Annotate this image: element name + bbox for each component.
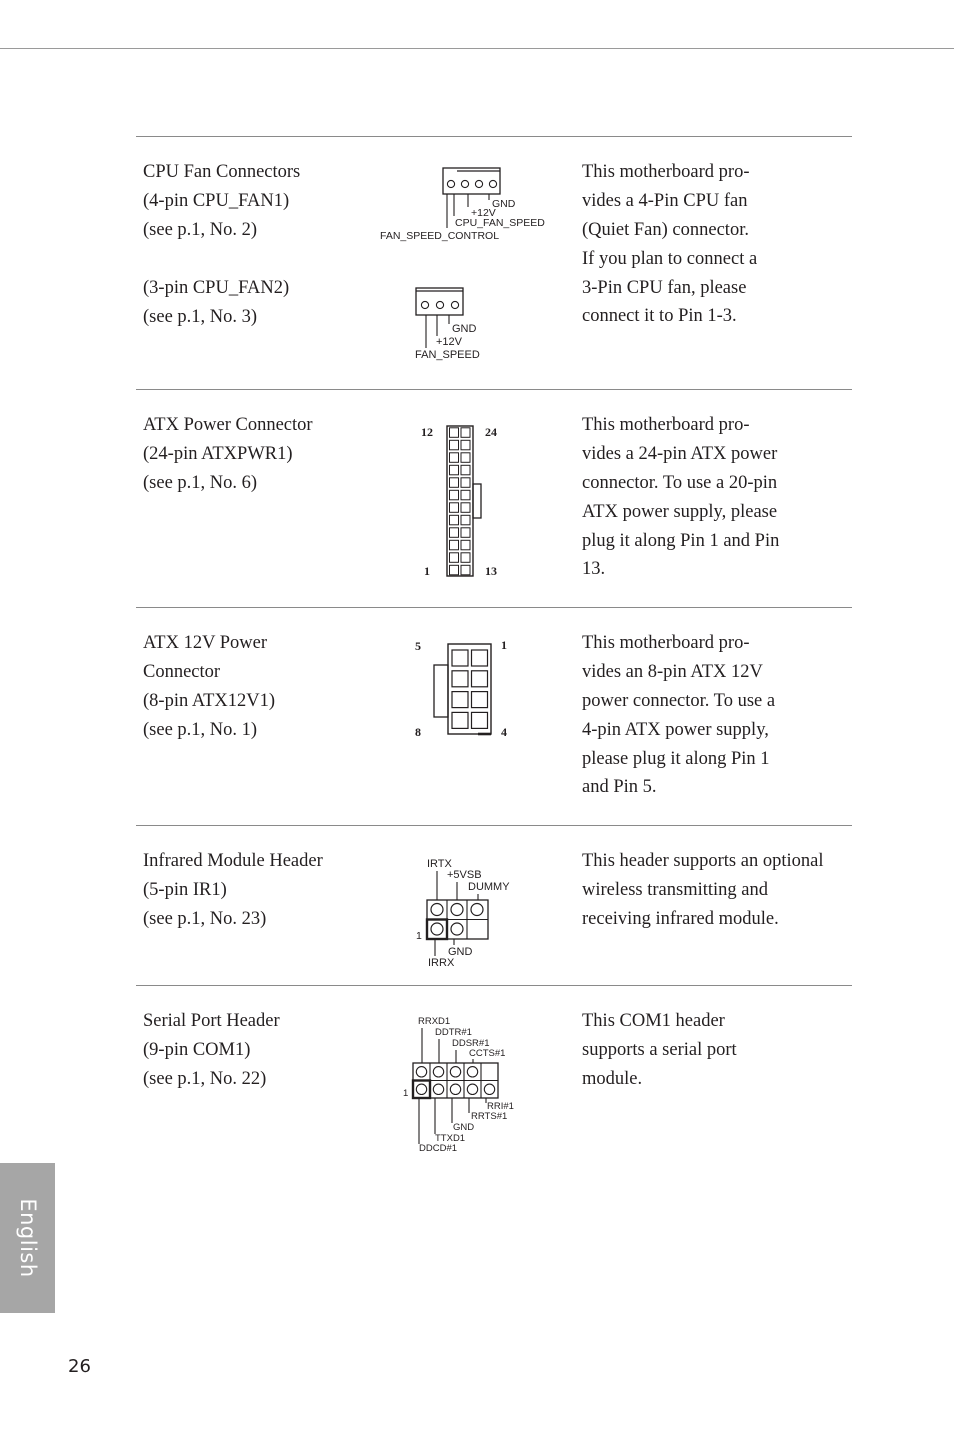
atx12v-title (143, 629, 275, 745)
atx12v-latch (434, 665, 448, 717)
desc-line: power connector. To use a (582, 690, 776, 711)
com-pin (450, 1067, 460, 1077)
ir-pin (431, 923, 443, 935)
atx12v-pin (472, 712, 488, 728)
fan3-label-12v: +12V (436, 336, 462, 348)
desc-line: This motherboard pro- (582, 162, 750, 182)
atx24-pin (461, 503, 470, 513)
fan4-pin (447, 180, 454, 187)
atx12v-pins: (8-pin ATX12V1) (143, 690, 276, 711)
atx24-pin (450, 503, 459, 513)
page-number: 26 (68, 1356, 91, 1377)
atx24-pin (450, 440, 459, 450)
atx12v-body (448, 644, 491, 734)
atx24-pin (450, 428, 459, 438)
atx24-pin (461, 428, 470, 438)
com-pin (467, 1084, 477, 1094)
atx12v-pin (452, 712, 468, 728)
ir-pin (451, 923, 463, 935)
atx24-diagram (410, 418, 510, 583)
cpu-fan2-title (143, 274, 289, 332)
cpu-fan1-pins: (4-pin CPU_FAN1) (143, 190, 290, 211)
atx-power-description (582, 411, 779, 584)
cpu-fan-title (143, 158, 300, 245)
fan4-label-speed: CPU_FAN_SPEED (455, 217, 545, 229)
fan4-pin (461, 180, 468, 187)
desc-line: (Quiet Fan) connector. (582, 219, 749, 240)
atx12v-ref: (see p.1, No. 1) (143, 719, 258, 740)
atx24-pin (461, 453, 470, 463)
atx24-pin (461, 565, 470, 575)
atx24-pin (461, 515, 470, 525)
atx-power-name: ATX Power Connector (143, 415, 313, 435)
pin-label-4: 4 (501, 725, 507, 739)
atx24-pin (461, 553, 470, 563)
atx12v-pin (452, 692, 468, 708)
com-label-ttxd1: TTXD1 (435, 1133, 466, 1144)
atx12v-name-cont: Connector (143, 661, 221, 682)
atx24-pin (450, 490, 459, 500)
atx24-body (447, 426, 473, 576)
com-ref: (see p.1, No. 22) (143, 1068, 267, 1089)
ir-description (582, 847, 823, 934)
desc-line: connector. To use a 20-pin (582, 472, 778, 493)
section-divider (136, 985, 852, 986)
language-tab (0, 1163, 55, 1313)
com-diagram (395, 1010, 535, 1160)
atx12v-description (582, 629, 775, 802)
desc-line: and Pin 5. (582, 777, 657, 798)
pin-label-1: 1 (424, 564, 430, 578)
atx24-pin (450, 465, 459, 475)
desc-line: please plug it along Pin 1 (582, 748, 770, 769)
ir-label-5vsb: +5VSB (447, 869, 482, 881)
com-pins: (9-pin COM1) (143, 1039, 251, 1060)
fan4-label-control: FAN_SPEED_CONTROL (380, 230, 500, 242)
ir-label-irtx: IRTX (427, 858, 452, 870)
desc-line: 3-Pin CPU fan, please (582, 277, 747, 298)
com-pin (484, 1084, 494, 1094)
com-description (582, 1007, 737, 1094)
section-divider (136, 136, 852, 137)
ir-pins: (5-pin IR1) (143, 879, 227, 900)
atx-power-pins: (24-pin ATXPWR1) (143, 443, 293, 464)
desc-line: ATX power supply, please (582, 501, 778, 522)
atx24-pin (461, 465, 470, 475)
com-title (143, 1007, 280, 1094)
fan4-pin (475, 180, 482, 187)
pin-label-1: 1 (501, 638, 507, 652)
fan3-pin (451, 301, 458, 308)
ir-label-irrx: IRRX (428, 957, 455, 969)
com-pin (433, 1067, 443, 1077)
atx12v-pin (472, 650, 488, 666)
desc-line: vides an 8-pin ATX 12V (582, 661, 763, 682)
desc-line: vides a 4-Pin CPU fan (582, 190, 748, 211)
cpu-fan-description (582, 158, 757, 331)
atx24-pin (461, 540, 470, 550)
com-pin (416, 1084, 426, 1094)
desc-line: supports a serial port (582, 1039, 737, 1060)
ir-pin (431, 904, 443, 916)
desc-line: If you plan to connect a (582, 248, 758, 269)
cpu-fan2-ref: (see p.1, No. 3) (143, 306, 258, 327)
fan4-pin (489, 180, 496, 187)
ir-pin (471, 904, 483, 916)
desc-line: vides a 24-pin ATX power (582, 443, 778, 464)
atx24-pin (450, 528, 459, 538)
atx24-pin (450, 553, 459, 563)
fan4-label-gnd: GND (492, 198, 516, 210)
com-label-rrxd1: RRXD1 (418, 1016, 451, 1027)
com-label-rri1: RRI#1 (487, 1101, 514, 1112)
ir-name: Infrared Module Header (143, 851, 323, 871)
ir-ref: (see p.1, No. 23) (143, 908, 267, 929)
desc-line: This header supports an optional (582, 851, 824, 871)
com-label-ccts1: CCTS#1 (469, 1048, 506, 1059)
language-tab-label: English (15, 1198, 40, 1278)
pin-label-1: 1 (416, 930, 422, 942)
fan3-pin (436, 301, 443, 308)
atx12v-diagram (405, 632, 525, 747)
com-label-gnd: GND (453, 1122, 475, 1133)
pin-label-5: 5 (415, 639, 421, 653)
section-divider (136, 825, 852, 826)
atx12v-pin (452, 671, 468, 687)
pin-label-13: 13 (485, 564, 497, 578)
atx24-latch (473, 484, 481, 518)
desc-line: This motherboard pro- (582, 415, 750, 435)
desc-line: 4-pin ATX power supply, (582, 719, 769, 740)
com-label-rrts1: RRTS#1 (471, 1111, 508, 1122)
com-pin (416, 1067, 426, 1077)
fan3-pin (421, 301, 428, 308)
atx12v-pin (472, 671, 488, 687)
desc-line: 13. (582, 559, 606, 580)
ir-pin (451, 904, 463, 916)
fan3-label-speed: FAN_SPEED (415, 349, 480, 361)
com-label-ddtr1: DDTR#1 (435, 1027, 472, 1038)
atx24-pin (450, 565, 459, 575)
cpu-fan-name: CPU Fan Connectors (143, 162, 301, 182)
desc-line: module. (582, 1068, 643, 1089)
cpu-fan-diagram (370, 160, 560, 370)
desc-line: This COM1 header (582, 1011, 725, 1031)
com-label-ddsr1: DDSR#1 (452, 1038, 490, 1049)
section-divider (136, 607, 852, 608)
ir-title (143, 847, 323, 934)
fan4-label-12v: +12V (471, 207, 496, 219)
atx-power-ref: (see p.1, No. 6) (143, 472, 258, 493)
atx12v-pin (452, 650, 468, 666)
atx24-pin (461, 528, 470, 538)
com-pin (433, 1084, 443, 1094)
ir-label-gnd: GND (448, 946, 473, 958)
atx24-pin (450, 478, 459, 488)
com-pin (467, 1067, 477, 1077)
desc-line: plug it along Pin 1 and Pin (582, 530, 780, 551)
pin-label-1: 1 (403, 1088, 409, 1099)
desc-line: This motherboard pro- (582, 633, 750, 653)
atx24-pin (461, 440, 470, 450)
atx12v-name: ATX 12V Power (143, 633, 268, 653)
pin1-marker (413, 1081, 430, 1099)
com-name: Serial Port Header (143, 1011, 280, 1031)
atx24-pin (450, 540, 459, 550)
atx24-pin (461, 478, 470, 488)
desc-line: receiving infrared module. (582, 908, 779, 929)
desc-line: connect it to Pin 1-3. (582, 306, 737, 327)
cpu-fan1-ref: (see p.1, No. 2) (143, 219, 258, 240)
header-rule (0, 48, 954, 49)
ir-label-dummy: DUMMY (468, 881, 510, 893)
com-label-ddcd1: DDCD#1 (419, 1143, 458, 1154)
cpu-fan2-pins: (3-pin CPU_FAN2) (143, 278, 290, 298)
fan3-label-gnd: GND (452, 323, 477, 335)
atx12v-pin-grid (452, 650, 488, 728)
ir-diagram (405, 850, 535, 975)
atx-power-title (143, 411, 313, 498)
atx24-pin (461, 490, 470, 500)
atx24-pin (450, 453, 459, 463)
pin-label-12: 12 (421, 425, 433, 439)
desc-line: wireless transmitting and (582, 879, 768, 900)
section-divider (136, 389, 852, 390)
pin-label-8: 8 (415, 725, 421, 739)
atx12v-pin (472, 692, 488, 708)
pin-label-24: 24 (485, 425, 497, 439)
com-pin (450, 1084, 460, 1094)
atx24-pin-grid (450, 428, 471, 575)
atx24-pin (450, 515, 459, 525)
